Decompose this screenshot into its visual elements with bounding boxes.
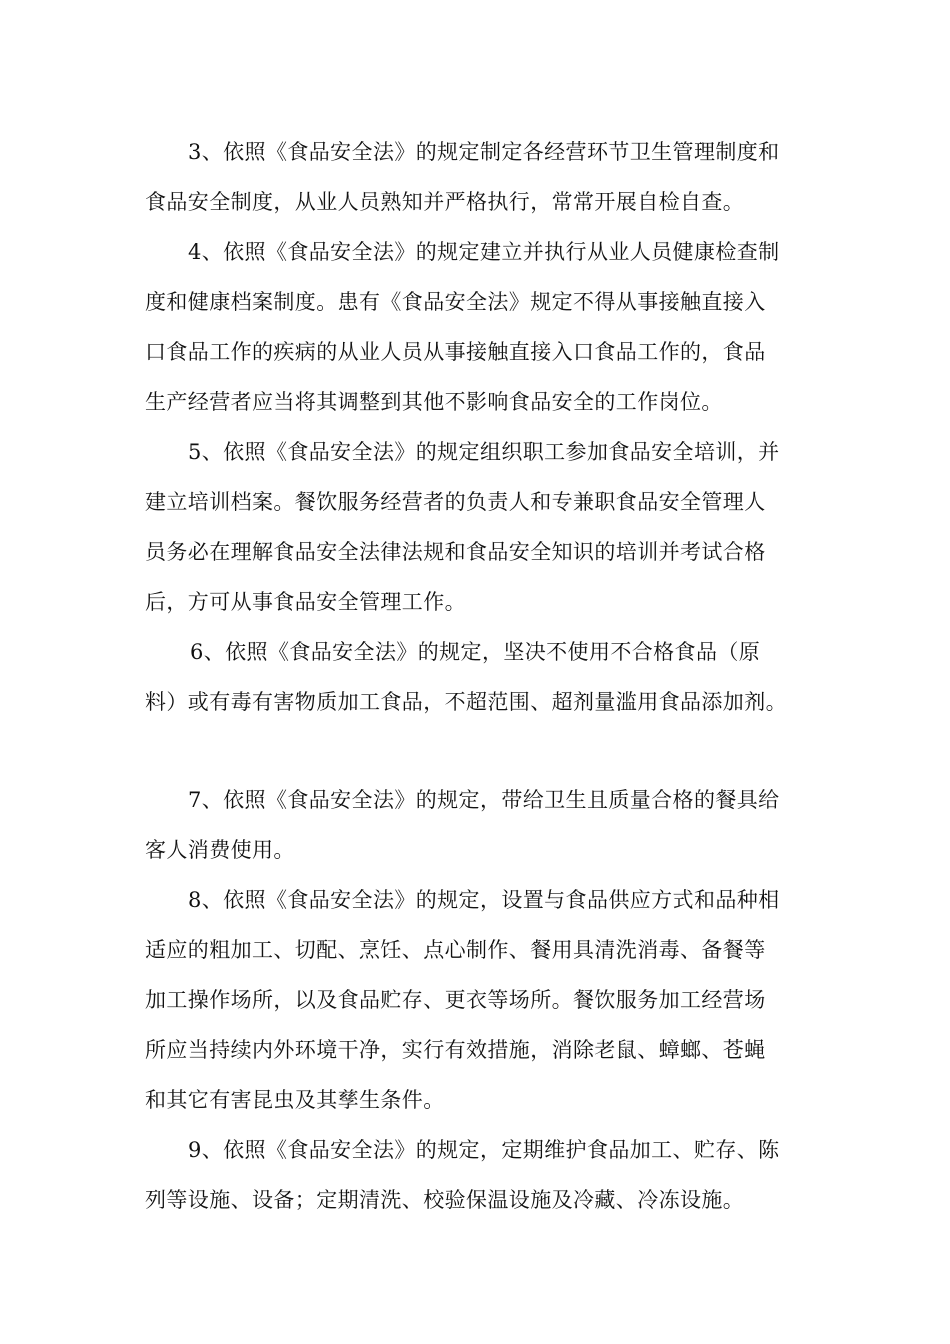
paragraph-3-line-1: 3、依照《食品安全法》的规定制定各经营环节卫生管理制度和 bbox=[188, 140, 780, 164]
paragraph-6-line-2: 料）或有毒有害物质加工食品，不超范围、超剂量滥用食品添加剂。 bbox=[145, 690, 787, 714]
paragraph-8-line-1: 8、依照《食品安全法》的规定，设置与食品供应方式和品种相 bbox=[188, 888, 780, 912]
paragraph-8-line-4: 所应当持续内外环境干净，实行有效措施，消除老鼠、蟑螂、苍蝇 bbox=[145, 1038, 766, 1062]
paragraph-7-line-1: 7、依照《食品安全法》的规定，带给卫生且质量合格的餐具给 bbox=[188, 788, 780, 812]
paragraph-4-line-3: 口食品工作的疾病的从业人员从事接触直接入口食品工作的，食品 bbox=[145, 340, 766, 364]
paragraph-8-line-2: 适应的粗加工、切配、烹饪、点心制作、餐用具清洗消毒、备餐等 bbox=[145, 938, 766, 962]
paragraph-9-line-2: 列等设施、设备；定期清洗、校验保温设施及冷藏、冷冻设施。 bbox=[145, 1188, 745, 1212]
paragraph-5-line-3: 员务必在理解食品安全法律法规和食品安全知识的培训并考试合格 bbox=[145, 540, 766, 564]
paragraph-5-line-2: 建立培训档案。餐饮服务经营者的负责人和专兼职食品安全管理人 bbox=[145, 490, 766, 514]
paragraph-7-line-2: 客人消费使用。 bbox=[145, 838, 295, 862]
paragraph-9-line-1: 9、依照《食品安全法》的规定，定期维护食品加工、贮存、陈 bbox=[188, 1138, 780, 1162]
paragraph-5-line-1: 5、依照《食品安全法》的规定组织职工参加食品安全培训，并 bbox=[188, 440, 780, 464]
paragraph-8-line-3: 加工操作场所，以及食品贮存、更衣等场所。餐饮服务加工经营场 bbox=[145, 988, 766, 1012]
paragraph-6-line-1: 6、依照《食品安全法》的规定，坚决不使用不合格食品（原 bbox=[190, 640, 761, 664]
paragraph-4-line-1: 4、依照《食品安全法》的规定建立并执行从业人员健康检查制 bbox=[188, 240, 780, 264]
paragraph-4-line-4: 生产经营者应当将其调整到其他不影响食品安全的工作岗位。 bbox=[145, 390, 723, 414]
paragraph-4-line-2: 度和健康档案制度。患有《食品安全法》规定不得从事接触直接入 bbox=[145, 290, 766, 314]
paragraph-8-line-5: 和其它有害昆虫及其孳生条件。 bbox=[145, 1088, 445, 1112]
paragraph-5-line-4: 后，方可从事食品安全管理工作。 bbox=[145, 590, 466, 614]
paragraph-3-line-2: 食品安全制度，从业人员熟知并严格执行，常常开展自检自查。 bbox=[145, 190, 745, 214]
